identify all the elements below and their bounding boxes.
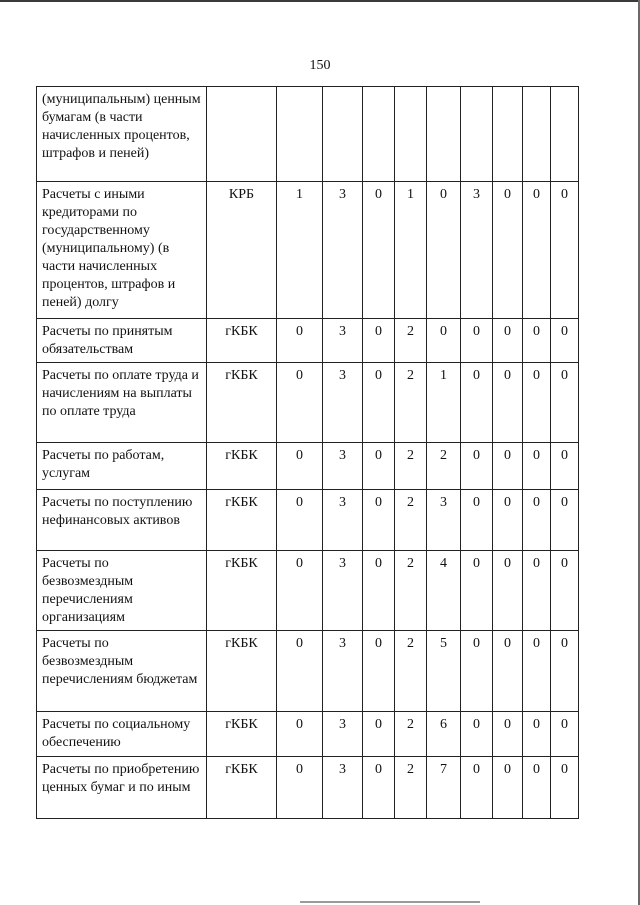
account-digit-cell: 0 [493,319,523,363]
table-row [37,182,579,319]
account-code-type-cell: гКБК [207,443,277,490]
account-digit-cell: 2 [395,490,427,551]
account-digit-cell: 1 [277,182,323,319]
account-digit-cell: 3 [323,490,363,551]
account-digit-cell: 0 [277,363,323,443]
table-row [37,319,579,363]
account-digit-cell: 0 [461,712,493,757]
table-row [37,363,579,443]
account-digit-cell: 0 [277,757,323,819]
account-digit-cell: 0 [493,363,523,443]
account-digit-cell: 0 [461,443,493,490]
account-digit-cell: 0 [277,712,323,757]
account-digit-cell: 0 [493,631,523,712]
account-digit-cell: 0 [461,490,493,551]
account-digit-cell: 3 [323,182,363,319]
account-digit-cell: 2 [395,319,427,363]
account-name-cell: Расчеты с иными кредиторами по государственному (муниципальному) (в части начисленных процентов, штрафов и пеней) долгу [37,182,207,319]
account-digit-cell: 2 [395,363,427,443]
account-digit-cell: 0 [363,319,395,363]
accounts-table [36,86,579,819]
account-digit-cell: 0 [493,490,523,551]
account-digit-cell [461,87,493,182]
account-digit-cell: 0 [363,551,395,631]
account-digit-cell: 0 [523,443,551,490]
account-digit-cell: 2 [395,443,427,490]
account-digit-cell: 0 [461,319,493,363]
scan-edge-bottom [300,901,480,903]
account-name-cell: Расчеты по приобретению ценных бумаг и по иным [37,757,207,819]
account-digit-cell [323,87,363,182]
account-digit-cell: 2 [427,443,461,490]
account-code-type-cell: гКБК [207,757,277,819]
account-digit-cell: 0 [551,551,579,631]
account-digit-cell: 0 [461,757,493,819]
account-digit-cell: 1 [395,182,427,319]
table-row [37,551,579,631]
account-digit-cell: 0 [363,631,395,712]
account-name-cell: Расчеты по поступлению нефинансовых активов [37,490,207,551]
account-digit-cell: 0 [277,490,323,551]
account-name-cell: Расчеты по принятым обязательствам [37,319,207,363]
account-digit-cell: 0 [523,757,551,819]
account-digit-cell: 0 [493,182,523,319]
account-digit-cell: 0 [523,319,551,363]
account-digit-cell: 0 [523,363,551,443]
account-digit-cell: 2 [395,757,427,819]
account-code-type-cell: гКБК [207,490,277,551]
account-digit-cell: 0 [363,363,395,443]
account-digit-cell: 0 [551,363,579,443]
account-digit-cell: 0 [551,757,579,819]
account-digit-cell [493,87,523,182]
account-digit-cell: 0 [551,490,579,551]
account-digit-cell: 0 [523,551,551,631]
table-row [37,443,579,490]
account-digit-cell [523,87,551,182]
table-row [37,631,579,712]
account-digit-cell: 0 [277,551,323,631]
table-body [37,87,579,819]
account-digit-cell: 0 [363,712,395,757]
account-digit-cell: 0 [551,182,579,319]
account-code-type-cell: гКБК [207,631,277,712]
account-code-type-cell: КРБ [207,182,277,319]
account-digit-cell: 0 [461,551,493,631]
account-digit-cell: 2 [395,551,427,631]
account-digit-cell: 0 [551,712,579,757]
page-number: 150 [309,58,331,73]
account-digit-cell: 4 [427,551,461,631]
table-row [37,757,579,819]
table-row [37,87,579,182]
account-name-cell: Расчеты по работам, услугам [37,443,207,490]
account-code-type-cell: гКБК [207,319,277,363]
account-digit-cell: 0 [493,551,523,631]
account-digit-cell: 3 [323,712,363,757]
account-digit-cell: 0 [523,490,551,551]
account-digit-cell: 3 [323,631,363,712]
account-digit-cell: 0 [277,443,323,490]
account-code-type-cell [207,87,277,182]
account-digit-cell: 3 [323,757,363,819]
account-digit-cell [395,87,427,182]
account-digit-cell: 0 [461,363,493,443]
account-digit-cell: 3 [323,443,363,490]
account-digit-cell: 2 [395,631,427,712]
account-digit-cell: 0 [461,631,493,712]
account-name-cell: Расчеты по безвозмездным перечислениям организациям [37,551,207,631]
account-name-cell: Расчеты по оплате труда и начислениям на выплаты по оплате труда [37,363,207,443]
account-digit-cell: 5 [427,631,461,712]
account-digit-cell: 7 [427,757,461,819]
account-digit-cell: 0 [427,319,461,363]
account-digit-cell [551,87,579,182]
account-digit-cell: 3 [427,490,461,551]
account-digit-cell: 3 [461,182,493,319]
account-name-cell: Расчеты по социальному обеспечению [37,712,207,757]
account-digit-cell: 3 [323,363,363,443]
account-digit-cell: 0 [523,712,551,757]
account-code-type-cell: гКБК [207,712,277,757]
account-digit-cell: 0 [277,319,323,363]
account-digit-cell: 0 [523,182,551,319]
account-digit-cell: 3 [323,551,363,631]
account-digit-cell: 0 [551,443,579,490]
account-code-type-cell: гКБК [207,551,277,631]
account-digit-cell [363,87,395,182]
account-digit-cell: 6 [427,712,461,757]
account-digit-cell: 3 [323,319,363,363]
table-row [37,712,579,757]
account-name-cell: (муниципальным) ценным бумагам (в части начисленных процентов, штрафов и пеней) [37,87,207,182]
account-digit-cell: 0 [363,490,395,551]
account-digit-cell: 0 [363,443,395,490]
account-digit-cell: 0 [363,757,395,819]
account-digit-cell: 0 [523,631,551,712]
account-digit-cell [277,87,323,182]
account-digit-cell: 0 [277,631,323,712]
account-digit-cell [427,87,461,182]
account-digit-cell: 0 [493,712,523,757]
account-digit-cell: 0 [493,757,523,819]
account-digit-cell: 0 [551,319,579,363]
account-digit-cell: 0 [493,443,523,490]
account-digit-cell: 0 [551,631,579,712]
account-code-type-cell: гКБК [207,363,277,443]
account-name-cell: Расчеты по безвозмездным перечислениям бюджетам [37,631,207,712]
account-digit-cell: 1 [427,363,461,443]
scan-edge-top [0,0,640,2]
table-row [37,490,579,551]
account-digit-cell: 0 [363,182,395,319]
account-digit-cell: 0 [427,182,461,319]
account-digit-cell: 2 [395,712,427,757]
